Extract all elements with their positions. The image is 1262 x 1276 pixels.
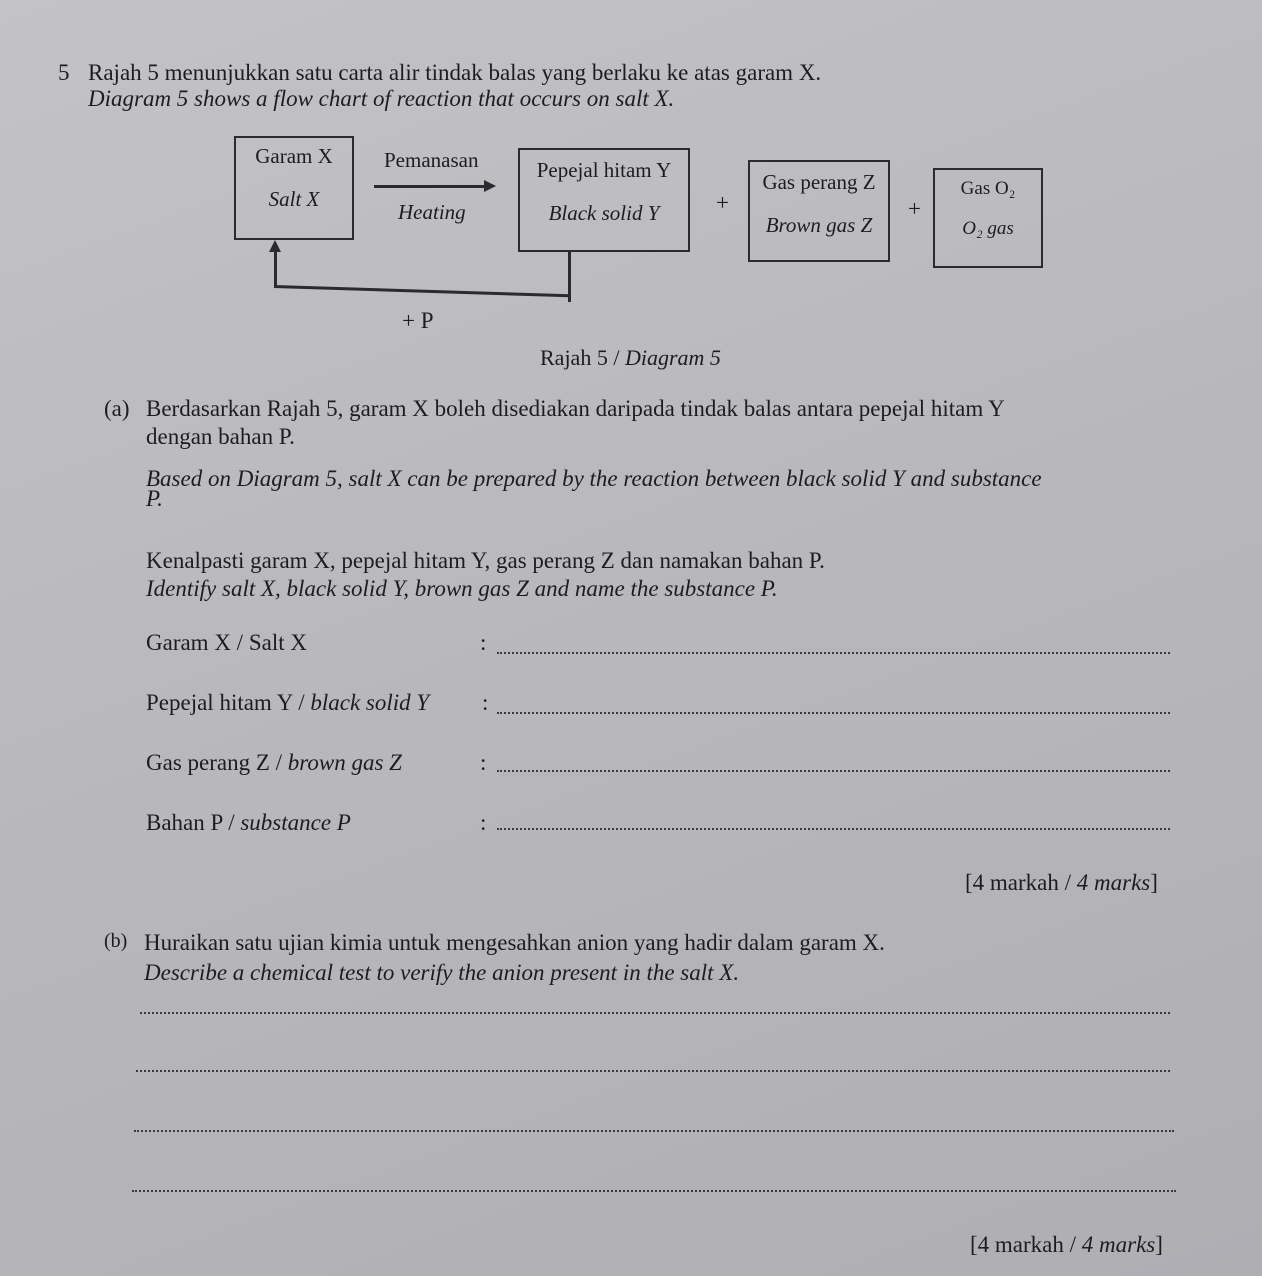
part-b-marks: [4 markah / 4 marks]	[970, 1232, 1163, 1257]
colon: :	[480, 630, 487, 655]
answer-label: Gas perang Z / brown gas Z	[146, 750, 402, 775]
return-label: + P	[402, 308, 434, 333]
salt-x-box	[234, 136, 354, 240]
question-number: 5	[58, 60, 70, 85]
return-line	[274, 248, 277, 288]
part-a-ms-line2: dengan bahan P.	[146, 424, 295, 449]
heating-arrow	[374, 185, 486, 188]
colon: :	[480, 750, 487, 775]
plus-sign: +	[716, 190, 729, 215]
oxygen-ms: Gas O₂	[960, 178, 1016, 199]
black-solid-y-box	[518, 148, 690, 252]
caption-ms: Rajah 5 /	[540, 345, 625, 370]
arrow-head-icon	[269, 240, 281, 252]
part-a-en-line2: P.	[146, 486, 163, 511]
answer-label: Bahan P / substance P	[146, 810, 351, 835]
plus-sign: +	[908, 196, 921, 221]
part-a-label: (a)	[104, 396, 130, 421]
task-en: Identify salt X, black solid Y, brown gas Z and name the substance P.	[146, 576, 778, 601]
part-b-ms: Huraikan satu ujian kimia untuk mengesahkan anion yang hadir dalam garam X.	[144, 930, 885, 955]
part-a-marks: [4 markah / 4 marks]	[965, 870, 1158, 895]
intro-malay: Rajah 5 menunjukkan satu carta alir tindak balas yang berlaku ke atas garam X.	[88, 60, 822, 85]
caption-en: Diagram 5	[624, 345, 721, 370]
answer-field-salt-x[interactable]	[497, 652, 1170, 654]
arrow-head-icon	[484, 180, 496, 192]
part-a-en-line1: Based on Diagram 5, salt X can be prepared by the reaction between black solid Y and substance	[146, 466, 1042, 491]
part-b-en: Describe a chemical test to verify the anion present in the salt X.	[144, 960, 740, 985]
intro-english: Diagram 5 shows a flow chart of reaction that occurs on salt X.	[88, 86, 675, 111]
answer-label: Garam X / Salt X	[146, 630, 307, 655]
brown-gas-en: Brown gas Z	[765, 213, 873, 237]
brown-gas-ms: Gas perang Z	[762, 170, 876, 194]
answer-line-b2[interactable]	[136, 1070, 1170, 1072]
answer-label: Pepejal hitam Y / black solid Y	[146, 690, 430, 715]
part-b-label: (b)	[104, 930, 128, 952]
oxygen-en: O₂ gas	[962, 218, 1014, 239]
heating-label-ms: Pemanasan	[384, 148, 479, 172]
black-solid-en: Black solid Y	[548, 201, 660, 225]
oxygen-gas-box	[933, 168, 1043, 268]
colon: :	[480, 810, 487, 835]
answer-line-b1[interactable]	[140, 1012, 1170, 1014]
heating-label-en: Heating	[398, 200, 466, 224]
task-ms: Kenalpasti garam X, pepejal hitam Y, gas perang Z dan namakan bahan P.	[146, 548, 825, 573]
answer-field-brown-gas-z[interactable]	[497, 770, 1170, 772]
answer-field-substance-p[interactable]	[497, 828, 1170, 830]
diagram-caption	[540, 345, 721, 371]
salt-x-ms: Garam X	[255, 144, 333, 168]
answer-line-b3[interactable]	[134, 1130, 1174, 1132]
black-solid-ms: Pepejal hitam Y	[536, 158, 672, 182]
brown-gas-z-box	[748, 160, 890, 262]
part-a-ms-line1: Berdasarkan Rajah 5, garam X boleh disediakan daripada tindak balas antara pepejal hitam Y	[146, 396, 1005, 421]
return-line	[274, 285, 570, 297]
colon: :	[482, 690, 489, 715]
salt-x-en: Salt X	[268, 187, 320, 211]
answer-field-black-solid-y[interactable]	[497, 712, 1170, 714]
answer-line-b4[interactable]	[132, 1190, 1176, 1192]
